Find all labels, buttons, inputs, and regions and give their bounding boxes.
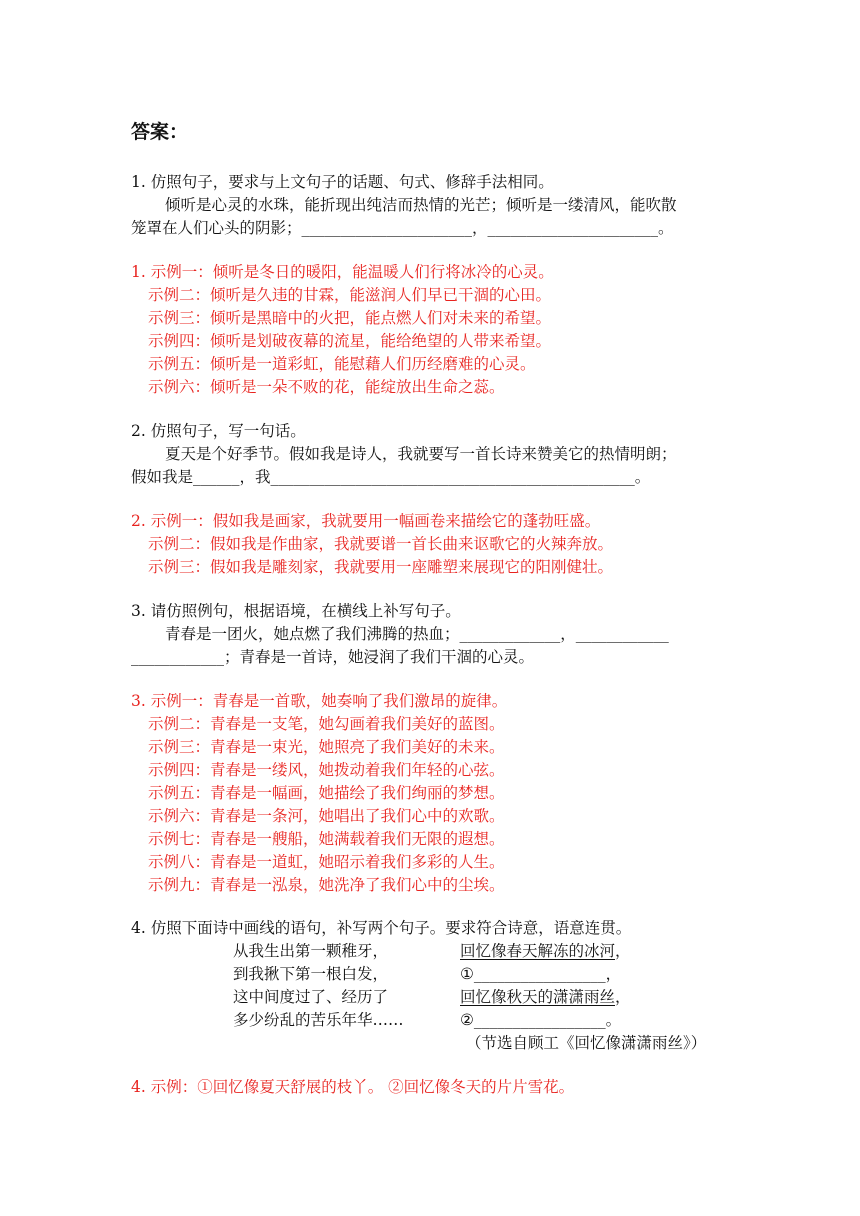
poem-right-punct-1: ， [615,942,631,960]
q3-answer-5: 示例五：青春是一幅画，她描绘了我们绚丽的梦想。 [148,784,505,802]
q3-stem-line2: ____________；青春是一首诗，她浸润了我们干涸的心灵。 [131,648,535,666]
q2-answer-1: 2. 示例一：假如我是画家，我就要用一幅画卷来描绘它的蓬勃旺盛。 [131,512,601,530]
q1-answer-6: 示例六：倾听是一朵不败的花，能绽放出生命之蕊。 [148,378,505,396]
q1-stem-line1: 倾听是心灵的水珠，能折现出纯洁而热情的光芒；倾听是一缕清风，能吹散 [165,196,677,214]
q4-question: 4. 仿照下面诗中画线的语句，补写两个句子。要求符合诗意，语意连贯。 [131,919,632,937]
q2-answer-2: 示例二：假如我是作曲家，我就要谱一首长曲来讴歌它的火辣奔放。 [148,535,614,553]
q4-answer: 4. 示例：①回忆像夏天舒展的枝丫。 ②回忆像冬天的片片雪花。 [131,1078,575,1096]
poem-left-line-1: 从我生出第一颗稚牙， [233,942,389,960]
q3-question: 3. 请仿照例句，根据语境，在横线上补写句子。 [131,602,461,620]
poem-left-line-4: 多少纷乱的苦乐年华…… [233,1011,404,1029]
q2-stem-line2: 假如我是______，我_______________________________________________。 [131,468,651,486]
poem-left-line-2: 到我揪下第一根白发， [233,965,389,983]
poem-right-punct-3: ， [615,988,631,1006]
poem-underlined-3: 回忆像秋天的潇潇雨丝 [460,988,616,1006]
q3-answer-3: 示例三：青春是一束光，她照亮了我们美好的未来。 [148,738,505,756]
poem-underlined-1: 回忆像春天解冻的冰河 [460,942,616,960]
q1-answer-3: 示例三：倾听是黑暗中的火把，能点燃人们对未来的希望。 [148,309,552,327]
q1-stem-line2: 笼罩在人们心头的阴影；______________________，______________________。 [131,219,674,237]
q3-answer-1: 3. 示例一：青春是一首歌，她奏响了我们激昂的旋律。 [131,692,508,710]
q3-stem-line1: 青春是一团火，她点燃了我们沸腾的热血；_____________，____________ [165,625,669,643]
poem-source: （节选自顾工《回忆像潇潇雨丝》） [466,1034,707,1052]
q2-answer-3: 示例三：假如我是雕刻家，我就要用一座雕塑来展现它的阳刚健壮。 [148,558,614,576]
q3-answer-9: 示例九：青春是一泓泉，她洗净了我们心中的尘埃。 [148,876,505,894]
q3-answer-6: 示例六：青春是一条河，她唱出了我们心中的欢歌。 [148,807,505,825]
q1-answer-1: 1. 示例一：倾听是冬日的暖阳，能温暖人们行将冰冷的心灵。 [131,263,554,281]
q3-answer-4: 示例四：青春是一缕风，她拨动着我们年轻的心弦。 [148,761,505,779]
q1-answer-5: 示例五：倾听是一道彩虹，能慰藉人们历经磨难的心灵。 [148,355,536,373]
q3-answer-8: 示例八：青春是一道虹，她昭示着我们多彩的人生。 [148,853,505,871]
q1-answer-4: 示例四：倾听是划破夜幕的流星，能给绝望的人带来希望。 [148,332,552,350]
poem-right-line-3 [460,987,631,1007]
poem-right-line-4: ②_________________。 [460,1011,622,1029]
q1-question: 1. 仿照句子，要求与上文句子的话题、句式、修辞手法相同。 [131,173,554,191]
q3-answer-2: 示例二：青春是一支笔，她勾画着我们美好的蓝图。 [148,715,505,733]
poem-right-line-1 [460,941,631,961]
poem-left-line-3: 这中间度过了、经历了 [233,988,389,1006]
q2-question: 2. 仿照句子，写一句话。 [131,422,306,440]
poem-right-line-2: ①_________________， [460,965,622,983]
q3-answer-7: 示例七：青春是一艘船，她满载着我们无限的遐想。 [148,830,505,848]
page-title: 答案： [131,121,189,143]
q2-stem-line1: 夏天是个好季节。假如我是诗人，我就要写一首长诗来赞美它的热情明朗； [165,445,677,463]
q1-answer-2: 示例二：倾听是久违的甘霖，能滋润人们早已干涸的心田。 [148,286,552,304]
